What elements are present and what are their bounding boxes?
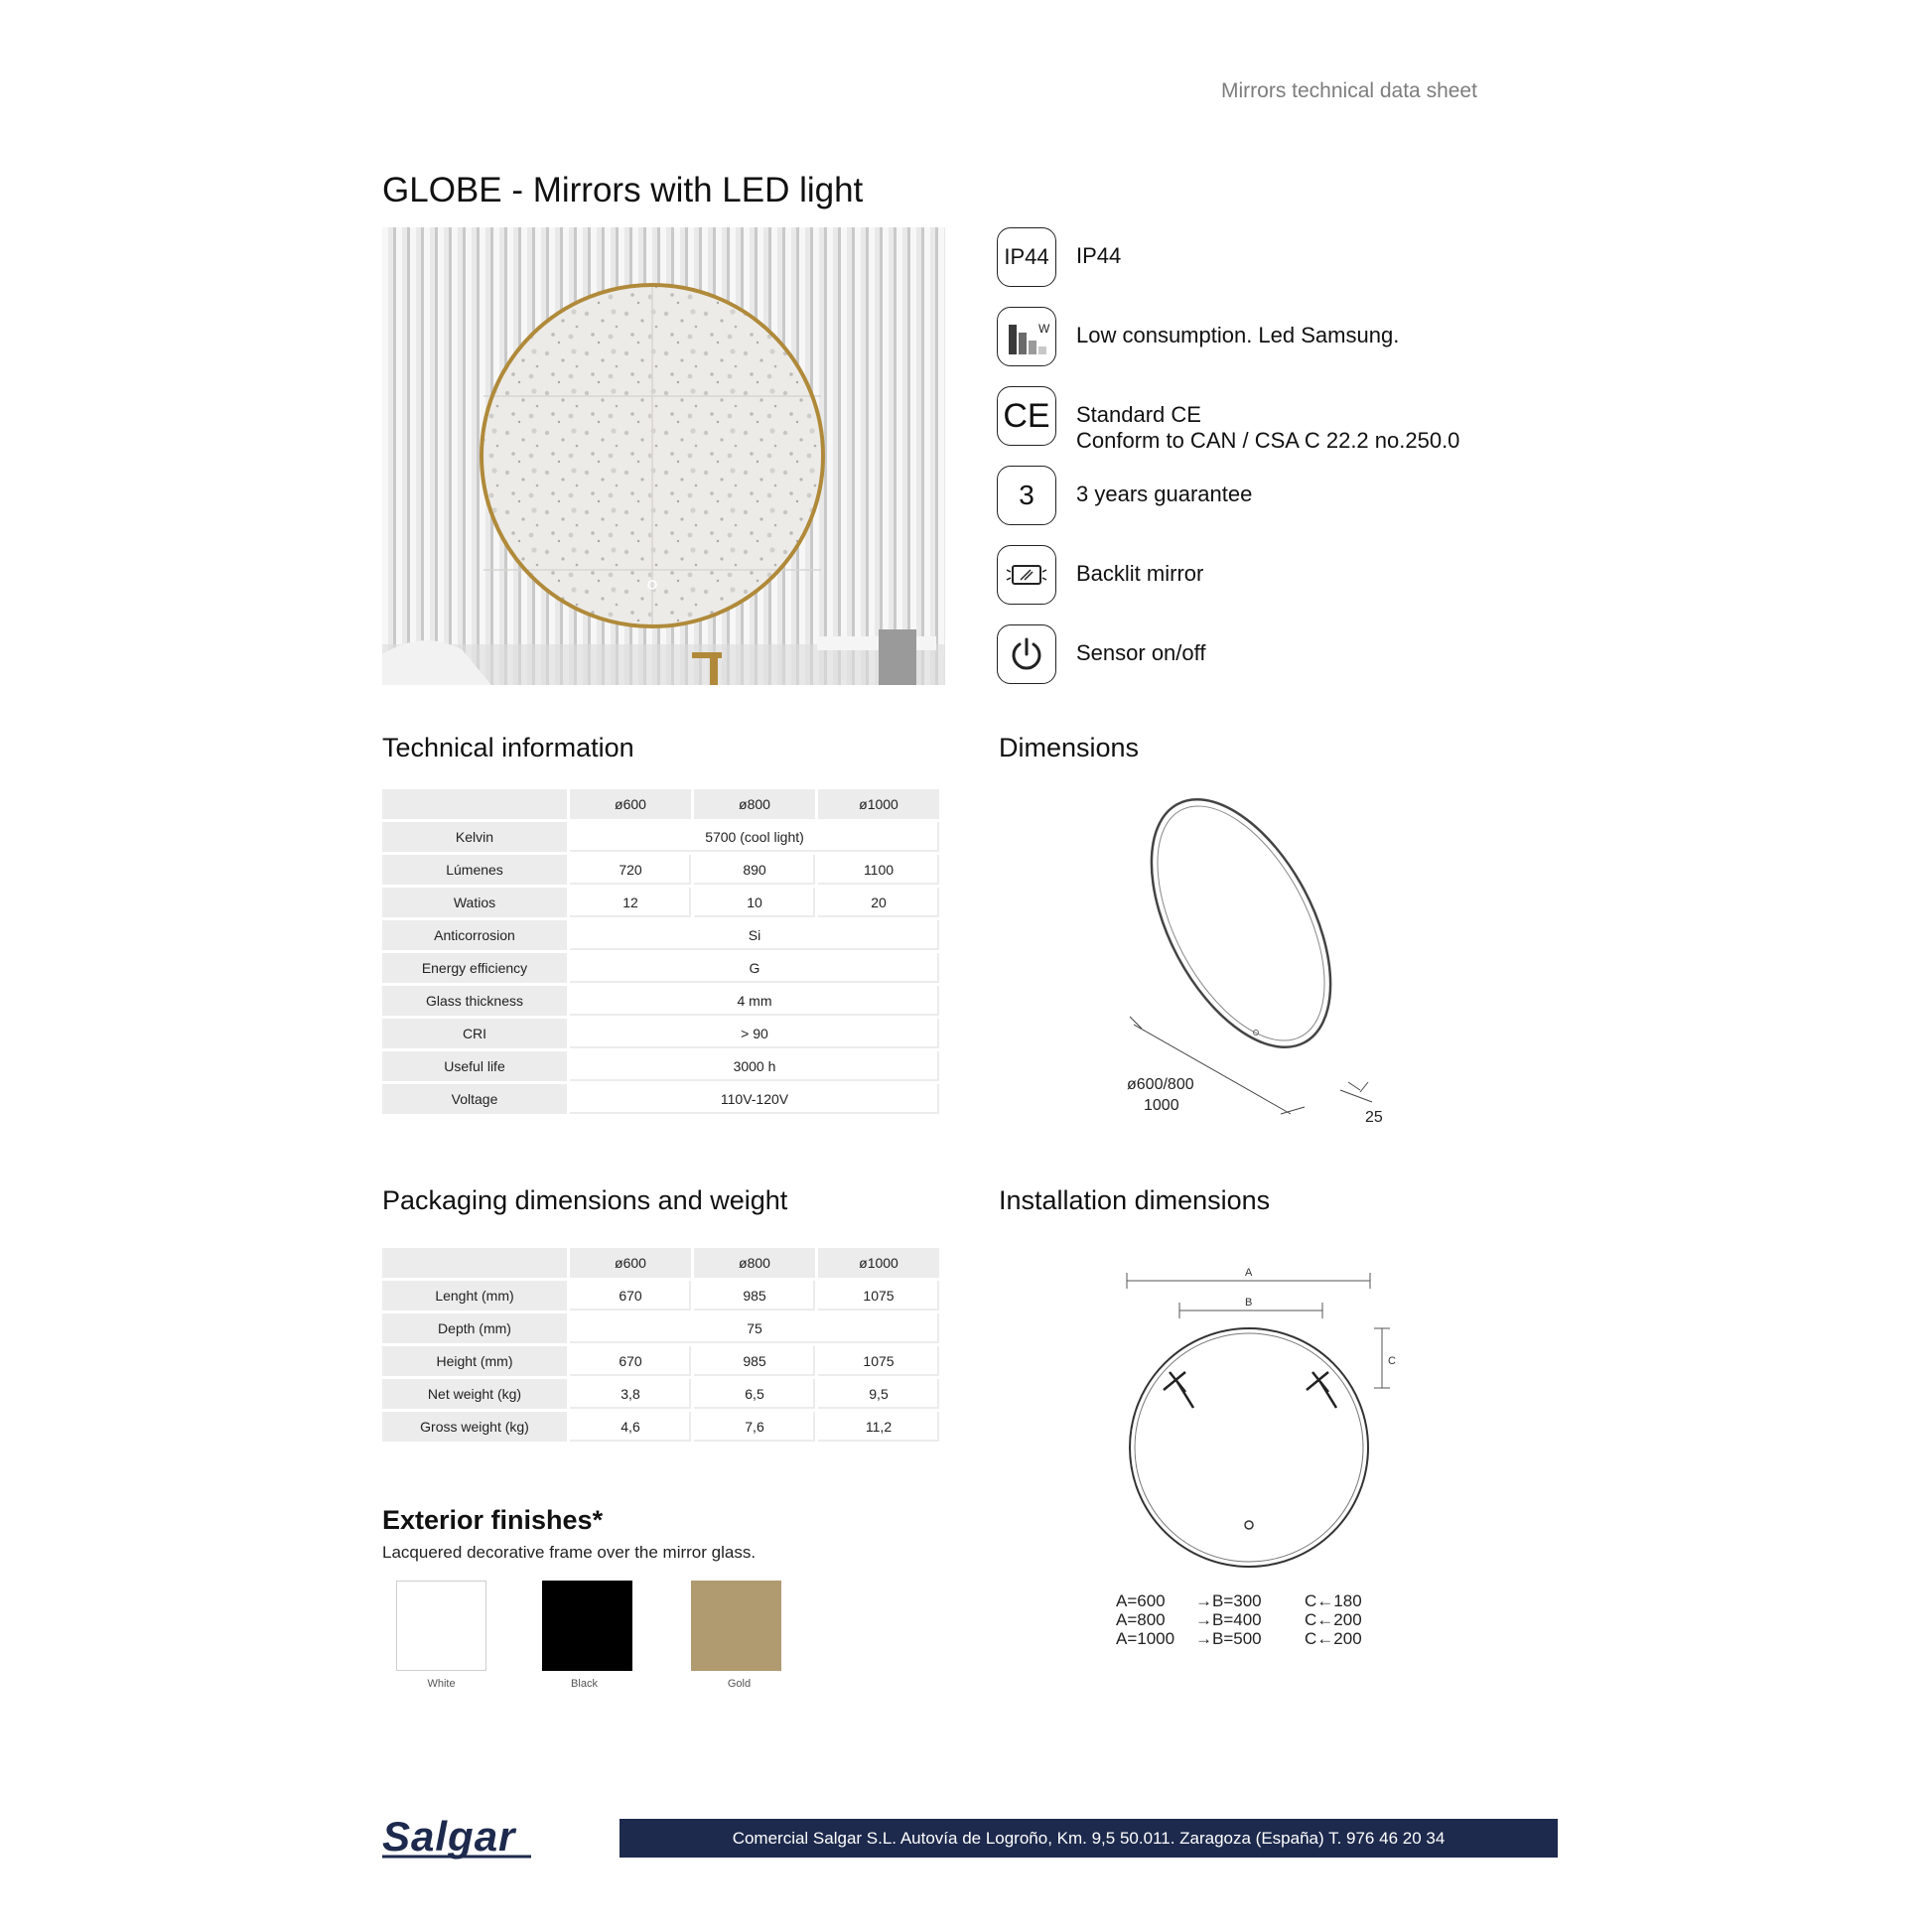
arrow-icon: → (1195, 1610, 1212, 1629)
c-value: C←200 (1305, 1610, 1362, 1629)
dimensions-drawing (1092, 794, 1410, 1132)
row-value: Si (570, 920, 939, 950)
footer-address-bar: Comercial Salgar S.L. Autovía de Logroño, Km. 9,5 50.011. Zaragoza (España) T. 976 46 20 34 (620, 1819, 1558, 1858)
low-consumption-icon (997, 307, 1056, 366)
swatch-black (542, 1581, 632, 1671)
row-label: Voltage (382, 1084, 567, 1114)
row-label: Kelvin (382, 822, 567, 852)
packaging-title: Packaging dimensions and weight (382, 1185, 788, 1215)
row-value: 75 (570, 1313, 939, 1343)
c-arrow-icon: C← (1305, 1591, 1334, 1610)
row-value: 9,5 (818, 1379, 939, 1409)
c-value: C←200 (1305, 1629, 1362, 1648)
c-value: C←180 (1305, 1591, 1362, 1610)
feature-text: Low consumption. Led Samsung. (1076, 323, 1400, 347)
table-row (382, 822, 939, 852)
swatch-label-gold: Gold (727, 1678, 752, 1690)
feature-text: IP44 (1076, 243, 1122, 268)
row-label: Depth (mm) (382, 1313, 567, 1343)
table-row (382, 986, 939, 1016)
svg-text:W: W (1038, 322, 1050, 336)
diameter-label-1: ø600/800 (1127, 1076, 1194, 1093)
b-value: →B=500 (1195, 1629, 1262, 1648)
column-header: ø800 (694, 1248, 815, 1278)
packaging-table (379, 1245, 942, 1445)
row-value: 670 (570, 1281, 691, 1311)
row-label: Glass thickness (382, 986, 567, 1016)
ip44-icon (997, 227, 1056, 287)
backlit-mirror-icon (997, 545, 1056, 605)
a-value: A=1000 (1116, 1629, 1175, 1648)
feature-ce (997, 386, 1553, 453)
table-row (382, 855, 939, 885)
feature-guarantee (997, 466, 1553, 527)
table-header-row (382, 1248, 939, 1278)
bracket-right-icon (1307, 1372, 1336, 1408)
row-value: 3000 h (570, 1051, 939, 1081)
row-label: Anticorrosion (382, 920, 567, 950)
label-c: C (1388, 1355, 1396, 1367)
column-header: ø600 (570, 789, 691, 819)
a-value: A=800 (1116, 1610, 1166, 1629)
label-a: A (1245, 1267, 1253, 1279)
row-value: 3,8 (570, 1379, 691, 1409)
svg-text:Salgar: Salgar (382, 1813, 516, 1860)
feature-text: 3 years guarantee (1076, 482, 1253, 506)
row-value: 7,6 (694, 1412, 815, 1442)
row-value: 1075 (818, 1281, 939, 1311)
header-blank (382, 789, 567, 819)
swatch-white (396, 1581, 486, 1671)
arrow-icon: → (1195, 1591, 1212, 1610)
technical-table (379, 786, 942, 1117)
row-label: Useful life (382, 1051, 567, 1081)
row-value: 985 (694, 1281, 815, 1311)
table-header-row (382, 789, 939, 819)
page-title: GLOBE - Mirrors with LED light (382, 171, 864, 209)
column-header: ø1000 (818, 1248, 939, 1278)
feature-backlit (997, 545, 1553, 607)
table-row (382, 1379, 939, 1409)
row-value: 890 (694, 855, 815, 885)
a-value: A=600 (1116, 1591, 1166, 1610)
row-label: CRI (382, 1019, 567, 1048)
table-row (382, 1084, 939, 1114)
row-value: 6,5 (694, 1379, 815, 1409)
column-header: ø800 (694, 789, 815, 819)
b-value: →B=400 (1195, 1610, 1262, 1629)
table-row (382, 1051, 939, 1081)
technical-info-title: Technical information (382, 733, 634, 762)
row-value: 4 mm (570, 986, 939, 1016)
row-label: Height (mm) (382, 1346, 567, 1376)
row-label: Energy efficiency (382, 953, 567, 983)
depth-label: 25 (1365, 1109, 1383, 1126)
feature-text: Backlit mirror (1076, 561, 1204, 586)
diameter-label-2: 1000 (1144, 1097, 1179, 1114)
c-arrow-icon: C← (1305, 1610, 1334, 1629)
product-photo (382, 227, 945, 685)
column-header: ø600 (570, 1248, 691, 1278)
ce-icon-text: CE (1003, 396, 1050, 435)
dimensions-title: Dimensions (999, 733, 1140, 762)
row-value: 10 (694, 888, 815, 917)
table-row (382, 888, 939, 917)
table-row (382, 1412, 939, 1442)
row-label: Watios (382, 888, 567, 917)
feature-text (1076, 402, 1459, 454)
feature-low-consumption (997, 307, 1553, 368)
table-row (382, 1313, 939, 1343)
row-value: 720 (570, 855, 691, 885)
row-value: 110V-120V (570, 1084, 939, 1114)
guarantee-icon-text: 3 (1019, 480, 1035, 510)
power-sensor-icon (997, 624, 1056, 684)
installation-title: Installation dimensions (999, 1185, 1271, 1215)
ce-conform-text: Conform to CAN / CSA C 22.2 no.250.0 (1076, 428, 1460, 453)
c-values (1305, 1591, 1362, 1648)
row-label: Net weight (kg) (382, 1379, 567, 1409)
b-value: →B=300 (1195, 1591, 1262, 1610)
row-value: 1100 (818, 855, 939, 885)
finishes-title: Exterior finishes* (382, 1505, 604, 1535)
table-row (382, 920, 939, 950)
column-header: ø1000 (818, 789, 939, 819)
row-value: 12 (570, 888, 691, 917)
ce-standard-text: Standard CE (1076, 402, 1201, 427)
row-value: 985 (694, 1346, 815, 1376)
arrow-icon: → (1195, 1629, 1212, 1648)
table-row (382, 1281, 939, 1311)
row-value: G (570, 953, 939, 983)
swatch-label-white: White (427, 1678, 456, 1690)
row-value: 20 (818, 888, 939, 917)
guarantee-icon (997, 466, 1056, 525)
ce-mark-icon (997, 386, 1056, 446)
row-label: Lenght (mm) (382, 1281, 567, 1311)
row-label: Gross weight (kg) (382, 1412, 567, 1442)
row-value: 4,6 (570, 1412, 691, 1442)
table-row (382, 953, 939, 983)
ip44-icon-text: IP44 (1004, 244, 1049, 269)
finishes-subtitle: Lacquered decorative frame over the mirror glass. (382, 1543, 757, 1562)
table-row (382, 1346, 939, 1376)
a-values (1116, 1591, 1174, 1648)
header-blank (382, 1248, 567, 1278)
bracket-left-icon (1164, 1372, 1193, 1408)
row-value: 11,2 (818, 1412, 939, 1442)
row-value: > 90 (570, 1019, 939, 1048)
feature-text: Sensor on/off (1076, 640, 1206, 665)
row-value: 5700 (cool light) (570, 822, 939, 852)
swatch-label-black: Black (571, 1678, 598, 1690)
swatch-gold (691, 1581, 781, 1671)
table-row (382, 1019, 939, 1048)
row-value: 670 (570, 1346, 691, 1376)
b-values (1195, 1591, 1262, 1648)
label-b: B (1245, 1297, 1253, 1309)
c-arrow-icon: C← (1305, 1629, 1334, 1648)
salgar-logo (382, 1813, 541, 1865)
row-label: Lúmenes (382, 855, 567, 885)
sheet-label: Mirrors technical data sheet (1221, 79, 1477, 102)
row-value: 1075 (818, 1346, 939, 1376)
feature-sensor (997, 624, 1553, 686)
feature-ip44 (997, 227, 1553, 289)
